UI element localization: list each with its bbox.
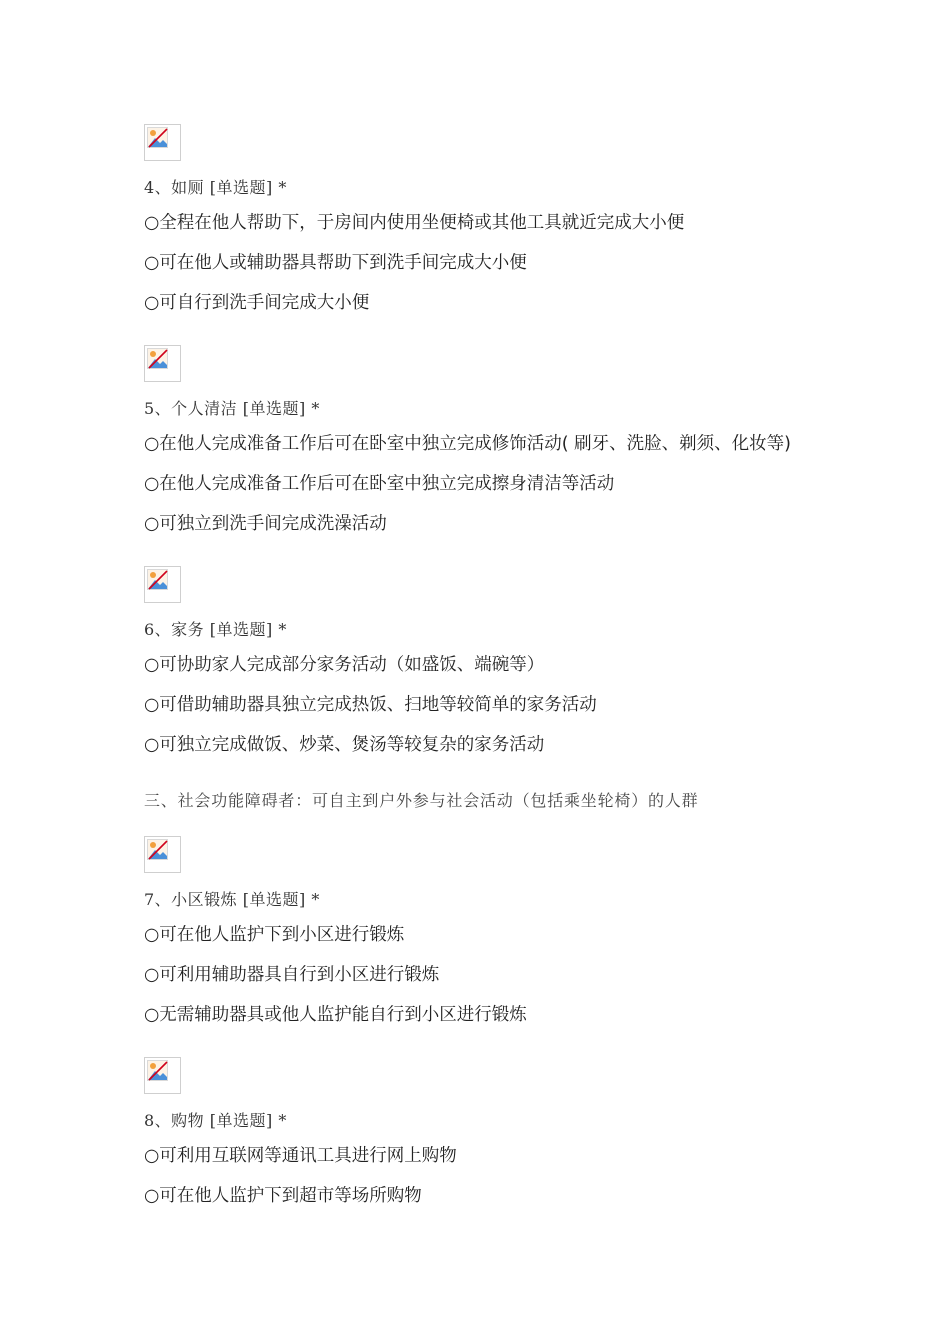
- question-title: 6、家务 [单选题] *: [144, 620, 287, 639]
- radio-option[interactable]: ○可在他人监护下到超市等场所购物: [144, 1186, 422, 1206]
- radio-option[interactable]: ○可利用互联网等通讯工具进行网上购物: [144, 1146, 457, 1166]
- radio-option[interactable]: ○可在他人监护下到小区进行锻炼: [144, 925, 405, 945]
- question-title: 4、如厕 [单选题] *: [144, 178, 287, 197]
- radio-option[interactable]: ○可独立到洗手间完成洗澡活动: [144, 514, 387, 534]
- broken-image-icon: [144, 345, 181, 382]
- radio-option[interactable]: ○在他人完成准备工作后可在卧室中独立完成修饰活动( 刷牙、洗脸、剃须、化妆等): [144, 434, 791, 454]
- radio-option[interactable]: ○可利用辅助器具自行到小区进行锻炼: [144, 965, 440, 985]
- broken-image-icon: [144, 124, 181, 161]
- section-heading: 三、社会功能障碍者：可自主到户外参与社会活动（包括乘坐轮椅）的人群: [144, 791, 699, 810]
- broken-image-icon: [144, 836, 181, 873]
- radio-option[interactable]: ○可借助辅助器具独立完成热饭、扫地等较简单的家务活动: [144, 695, 597, 715]
- radio-option[interactable]: ○在他人完成准备工作后可在卧室中独立完成擦身清洁等活动: [144, 474, 615, 494]
- radio-option[interactable]: ○可自行到洗手间完成大小便: [144, 293, 370, 313]
- radio-option[interactable]: ○可在他人或辅助器具帮助下到洗手间完成大小便: [144, 253, 527, 273]
- radio-option[interactable]: ○可独立完成做饭、炒菜、煲汤等较复杂的家务活动: [144, 735, 545, 755]
- broken-image-icon: [144, 1057, 181, 1094]
- question-title: 8、购物 [单选题] *: [144, 1111, 287, 1130]
- question-title: 5、个人清洁 [单选题] *: [144, 399, 320, 418]
- question-title: 7、小区锻炼 [单选题] *: [144, 890, 320, 909]
- radio-option[interactable]: ○无需辅助器具或他人监护能自行到小区进行锻炼: [144, 1005, 527, 1025]
- radio-option[interactable]: ○全程在他人帮助下，于房间内使用坐便椅或其他工具就近完成大小便: [144, 213, 685, 233]
- broken-image-icon: [144, 566, 181, 603]
- radio-option[interactable]: ○可协助家人完成部分家务活动（如盛饭、端碗等）: [144, 655, 545, 675]
